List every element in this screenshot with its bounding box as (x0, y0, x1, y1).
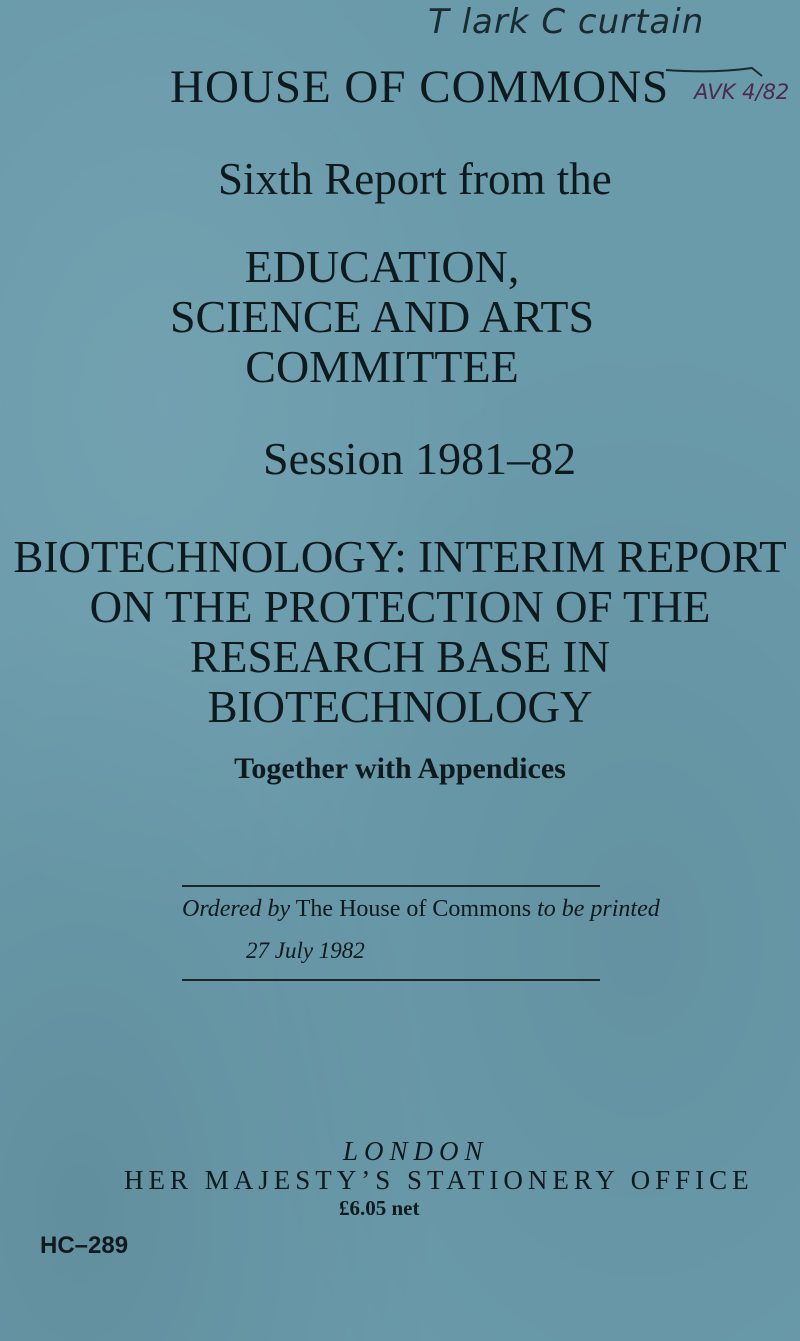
order-date: 27 July 1982 (246, 938, 365, 963)
ordered-by-text: Ordered by (182, 896, 291, 922)
title-line: BIOTECHNOLOGY: INTERIM REPORT (13, 532, 787, 582)
publisher-name: HER MAJESTY’S STATIONERY OFFICE (124, 1165, 754, 1195)
committee-line: SCIENCE AND ARTS (169, 291, 595, 342)
price-label: £6.05 net (339, 1196, 420, 1220)
report-from-line: Sixth Report from the (218, 154, 612, 204)
divider-bottom (182, 979, 600, 981)
title-line: RESEARCH BASE IN (189, 632, 611, 682)
session-line: Session 1981–82 (263, 433, 577, 484)
appendices-line: Together with Appendices (234, 752, 566, 785)
committee-line: COMMITTEE (245, 341, 519, 392)
publisher-city: LONDON (343, 1136, 489, 1166)
handwritten-underline-icon (664, 62, 764, 78)
to-be-printed-text: to be printed (537, 896, 660, 922)
title-line: ON THE PROTECTION OF THE (89, 582, 711, 632)
order-line (182, 896, 660, 923)
house-text: The House of Commons (295, 896, 532, 922)
document-number: HC–289 (40, 1232, 129, 1259)
house-heading: HOUSE OF COMMONS (170, 61, 670, 113)
committee-line: EDUCATION, (244, 241, 520, 292)
handwritten-note: T lark C curtain (428, 2, 705, 42)
handwritten-reference: AVK 4/82 (694, 80, 790, 104)
report-title (0, 532, 800, 732)
title-line: BIOTECHNOLOGY (207, 682, 593, 732)
divider-top (182, 885, 600, 887)
committee-name (0, 242, 800, 392)
